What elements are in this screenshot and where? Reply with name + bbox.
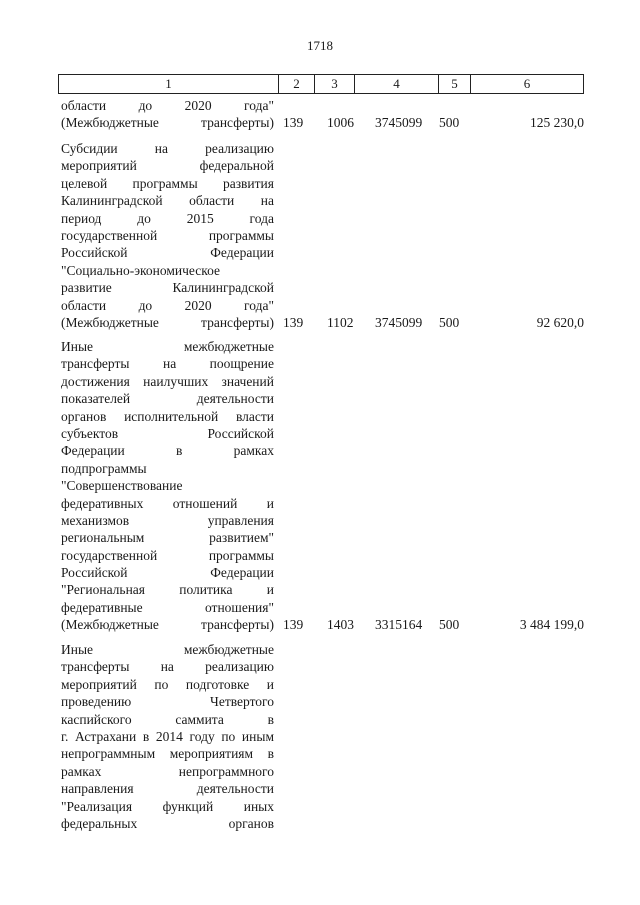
description-word: (Межбюджетные трансферты) bbox=[61, 617, 274, 633]
description-word: на bbox=[162, 356, 177, 372]
description-line bbox=[61, 408, 274, 425]
description-word: органов исполнительной власти bbox=[61, 408, 274, 424]
description-word: достижения наилучших значений bbox=[61, 373, 274, 389]
description-word: региональным bbox=[61, 530, 145, 546]
description-word: до bbox=[138, 98, 153, 113]
description-line bbox=[61, 676, 274, 693]
description-word: по bbox=[154, 676, 169, 692]
description-word: непрограммным мероприятиям в bbox=[61, 746, 274, 762]
description-word: развитием" bbox=[209, 530, 274, 546]
description-word: межбюджетные bbox=[183, 642, 274, 657]
description-line bbox=[61, 728, 274, 745]
description-word: федеральных bbox=[61, 815, 138, 831]
description-line bbox=[61, 581, 274, 598]
description-word: Калининградской bbox=[61, 193, 163, 209]
description-line bbox=[61, 314, 274, 331]
description-word: на bbox=[160, 659, 174, 675]
description-line bbox=[61, 279, 274, 296]
description-line bbox=[61, 297, 274, 314]
description-word: поощрение bbox=[209, 356, 274, 372]
description-word: Федерации bbox=[210, 245, 274, 261]
description-line bbox=[61, 355, 274, 372]
description-line bbox=[61, 658, 274, 675]
description-word: Российской bbox=[61, 565, 128, 581]
description-word: проведению bbox=[61, 694, 132, 710]
description-word: Российской bbox=[61, 245, 128, 261]
description-word: года" bbox=[244, 297, 274, 313]
description-word: на bbox=[260, 193, 274, 209]
description-word: Федерации bbox=[61, 443, 125, 459]
row-col6-value: 92 620,0 bbox=[536, 315, 584, 330]
description-word: области bbox=[61, 297, 107, 313]
description-word: подпрограммы bbox=[61, 460, 147, 476]
row-col3-value: 1403 bbox=[327, 617, 354, 633]
description-word: и bbox=[266, 582, 274, 598]
row-col2-value: 139 bbox=[283, 115, 304, 131]
header-col-6: 6 bbox=[523, 76, 531, 91]
description-word: отношения" bbox=[204, 599, 274, 615]
description-word: период bbox=[61, 210, 102, 226]
description-word: "Региональная bbox=[61, 582, 145, 598]
description-word: федеративные bbox=[61, 599, 143, 615]
row-description bbox=[61, 97, 274, 132]
page-number: 1718 bbox=[307, 38, 333, 53]
description-line bbox=[61, 192, 274, 209]
description-word: развитие bbox=[61, 280, 112, 296]
description-line bbox=[61, 763, 274, 780]
description-word: области bbox=[189, 193, 235, 209]
description-word: Субсидии bbox=[61, 141, 118, 156]
row-description bbox=[61, 338, 274, 634]
description-word: субъектов bbox=[61, 425, 119, 441]
row-description bbox=[61, 140, 274, 331]
description-line bbox=[61, 477, 274, 494]
row-col2-value: 139 bbox=[283, 315, 304, 330]
description-line bbox=[61, 175, 274, 192]
description-word: рамках bbox=[61, 763, 102, 779]
description-line bbox=[61, 547, 274, 564]
description-word: подготовке bbox=[185, 676, 250, 692]
description-line bbox=[61, 114, 274, 131]
description-line bbox=[61, 210, 274, 227]
description-word: показателей bbox=[61, 391, 131, 407]
description-word: трансферты bbox=[61, 356, 130, 372]
row-col3-value: 1006 bbox=[327, 115, 354, 131]
row-col5-value: 500 bbox=[439, 115, 460, 131]
description-word: Калининградской bbox=[172, 280, 274, 296]
row-col6-value: 125 230,0 bbox=[530, 115, 584, 131]
description-line bbox=[61, 157, 274, 174]
description-word: механизмов bbox=[61, 512, 130, 528]
description-word: рамках bbox=[233, 443, 274, 459]
row-col6-value: 3 484 199,0 bbox=[519, 617, 584, 633]
description-word: программы bbox=[208, 227, 274, 243]
description-word: управления bbox=[207, 512, 274, 528]
row-description bbox=[61, 641, 274, 832]
row-col2-value: 139 bbox=[283, 617, 304, 633]
description-word: реализацию bbox=[205, 659, 274, 675]
description-word: деятельности bbox=[196, 391, 274, 407]
description-word: и bbox=[266, 495, 274, 511]
description-line bbox=[61, 780, 274, 797]
description-line bbox=[61, 815, 274, 832]
description-line bbox=[61, 140, 274, 157]
description-word: (Межбюджетные трансферты) bbox=[61, 115, 274, 131]
description-word: программы bbox=[208, 547, 274, 563]
description-word: "Совершенствование bbox=[61, 478, 183, 494]
description-word: межбюджетные bbox=[183, 339, 274, 354]
description-line bbox=[61, 693, 274, 710]
description-line bbox=[61, 390, 274, 407]
description-line bbox=[61, 616, 274, 633]
description-word: каспийского bbox=[61, 711, 132, 727]
description-line bbox=[61, 564, 274, 581]
header-col-5: 5 bbox=[439, 75, 471, 93]
description-line bbox=[61, 425, 274, 442]
description-line bbox=[61, 227, 274, 244]
description-word: мероприятий bbox=[61, 158, 137, 174]
description-line bbox=[61, 798, 274, 815]
description-word: саммита bbox=[175, 711, 224, 727]
row-col4-value: 3315164 bbox=[375, 617, 423, 633]
description-line bbox=[61, 244, 274, 261]
description-word: в bbox=[176, 443, 183, 459]
table-header-row bbox=[58, 74, 584, 94]
description-line bbox=[61, 745, 274, 762]
description-word: (Межбюджетные трансферты) bbox=[61, 314, 274, 330]
row-col4-value: 3745099 bbox=[375, 115, 423, 131]
description-line bbox=[61, 373, 274, 390]
description-word: Иные bbox=[61, 339, 94, 354]
description-word: программы bbox=[132, 175, 198, 191]
description-line bbox=[61, 460, 274, 477]
description-word: Российской bbox=[207, 425, 274, 441]
description-word: развития bbox=[222, 175, 274, 191]
description-word: области bbox=[61, 98, 107, 113]
description-line bbox=[61, 641, 274, 658]
description-word: на bbox=[154, 141, 169, 156]
description-word: 2020 bbox=[184, 98, 212, 113]
description-word: непрограммного bbox=[178, 763, 274, 779]
row-col5-value: 500 bbox=[439, 315, 460, 330]
header-col-3: 3 bbox=[315, 75, 355, 93]
description-word: в bbox=[267, 711, 274, 727]
description-line bbox=[61, 495, 274, 512]
description-word: "Социально-экономическое bbox=[61, 262, 220, 278]
description-word: "Реализация bbox=[61, 798, 133, 814]
description-line bbox=[61, 442, 274, 459]
description-word: деятельности bbox=[196, 781, 274, 797]
description-word: федеральной bbox=[199, 158, 274, 174]
description-word: мероприятий bbox=[61, 676, 137, 692]
description-word: Иные bbox=[61, 642, 94, 657]
description-word: года bbox=[249, 210, 274, 226]
description-line bbox=[61, 97, 274, 114]
description-line bbox=[61, 529, 274, 546]
description-word: трансферты bbox=[61, 659, 130, 675]
description-word: до bbox=[137, 210, 151, 226]
row-col5-value: 500 bbox=[439, 617, 460, 633]
description-word: функций bbox=[162, 798, 214, 814]
description-word: органов bbox=[228, 815, 274, 831]
description-word: 2020 bbox=[184, 297, 212, 313]
description-word: года" bbox=[244, 98, 274, 113]
header-col-2: 2 bbox=[279, 75, 315, 93]
description-line bbox=[61, 711, 274, 728]
description-word: направления bbox=[61, 781, 134, 797]
description-word: 2015 bbox=[186, 210, 214, 226]
description-word: г. Астрахани в 2014 году по иным bbox=[61, 728, 274, 744]
description-word: до bbox=[138, 297, 153, 313]
description-line bbox=[61, 512, 274, 529]
header-col-4: 4 bbox=[355, 75, 439, 93]
row-col3-value: 1102 bbox=[327, 315, 354, 330]
description-word: целевой bbox=[61, 175, 108, 191]
description-word: Четвертого bbox=[210, 694, 274, 710]
description-word: иных bbox=[243, 798, 274, 814]
description-word: и bbox=[266, 676, 274, 692]
description-word: федеративных bbox=[61, 495, 144, 511]
description-line bbox=[61, 599, 274, 616]
description-line bbox=[61, 262, 274, 279]
header-col-1: 1 bbox=[59, 75, 279, 93]
description-word: государственной bbox=[61, 547, 158, 563]
row-col4-value: 3745099 bbox=[375, 315, 423, 330]
description-word: государственной bbox=[61, 227, 158, 243]
description-line bbox=[61, 338, 274, 355]
description-word: отношений bbox=[172, 495, 238, 511]
description-word: Федерации bbox=[210, 565, 274, 581]
description-word: политика bbox=[179, 582, 233, 598]
description-word: реализацию bbox=[205, 141, 274, 156]
